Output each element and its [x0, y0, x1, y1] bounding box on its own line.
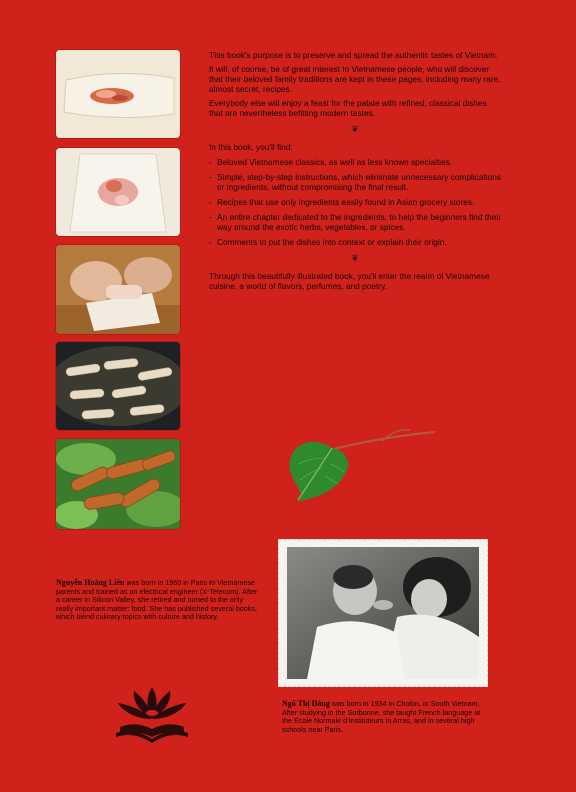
description-text — [209, 50, 501, 295]
photo-fried-rolls-lettuce — [56, 439, 180, 529]
list-item-text: An entire chapter dedicated to the ingredients, to help the beginners find their way around the exotic herbs, vegetables, or spices. — [217, 212, 501, 232]
features-list — [209, 157, 501, 247]
intro-paragraph-3: Everybody else will enjoy a feast for the palate with refined, classical dishes that are nevertheless befitting modern tastes. — [209, 98, 487, 118]
list-item-text: Simple, step-by-step instructions, which eliminate unnecessary complications or ingredients, without compromising the final result. — [217, 172, 501, 192]
list-item — [209, 172, 501, 192]
bullet-dash: - — [209, 237, 212, 247]
intro-paragraph-2: It will, of course, be of great interest to Vietnamese people, who will discover that their beloved family traditions are kept in these pages, including many rare, almost secret, recipes. — [209, 64, 501, 94]
photo-frying-rolls — [56, 342, 180, 430]
list-item-text: Comments to put the dishes into context or explain their origin. — [217, 237, 447, 247]
author-bio-text-1: was born in 1960 in Paris to Vietnamese parents and trained as an electrical engineer (X-Telecom). After a career in Silicon Valley, she retired and turned to the only really important matter: food. She has published several books, which blend culinary topics with culture and history. — [56, 578, 258, 622]
intro-paragraph-1: This book's purpose is to preserve and spread the authentic tastes of Vietnam. — [209, 50, 498, 60]
bullet-dash: - — [209, 197, 212, 207]
author-bio-text-2: was born in 1934 in Cholon, in South Vietnam. After studying in the Sorbonne, she taught French language at the Ecole Normale d'Instituteurs in Arras, and in several high schools near Paris. — [282, 699, 481, 734]
list-item — [209, 197, 501, 207]
closing-paragraph: Through this beautifully illustrated book, you'll enter the realm of Vietnamese cuisine, a world of flavors, perfumes, and poetry. — [209, 271, 490, 291]
author-name-1: Nguyễn Hoàng Liên — [56, 578, 125, 587]
bullet-dash: - — [209, 212, 212, 222]
photo-rice-paper-filling — [56, 148, 180, 236]
list-item-text: Beloved Vietnamese classics, as well as less known specialties. — [217, 157, 453, 167]
divider-ornament-1: ❦ — [351, 124, 359, 134]
list-item-text: Recipes that use only ingredients easily found in Asian grocery stores. — [217, 197, 475, 207]
bullet-dash: - — [209, 172, 212, 182]
divider-ornament-2: ❦ — [351, 253, 359, 263]
author-bio-1 — [56, 579, 261, 622]
leaf-illustration — [286, 424, 436, 504]
bullet-dash: - — [209, 157, 212, 167]
mother-baby-photo — [287, 547, 479, 679]
author-name-2: Ngô Thị Dàng — [282, 699, 330, 708]
list-item — [209, 157, 501, 167]
list-item — [209, 212, 501, 232]
photo-hands-rolling — [56, 245, 180, 334]
list-item — [209, 237, 501, 247]
find-heading: In this book, you'll find: — [209, 142, 293, 152]
vintage-photo-frame — [278, 539, 488, 687]
lotus-book-logo — [112, 683, 192, 745]
author-bio-2 — [282, 700, 488, 734]
photo-rice-paper-shrimp — [56, 50, 180, 138]
